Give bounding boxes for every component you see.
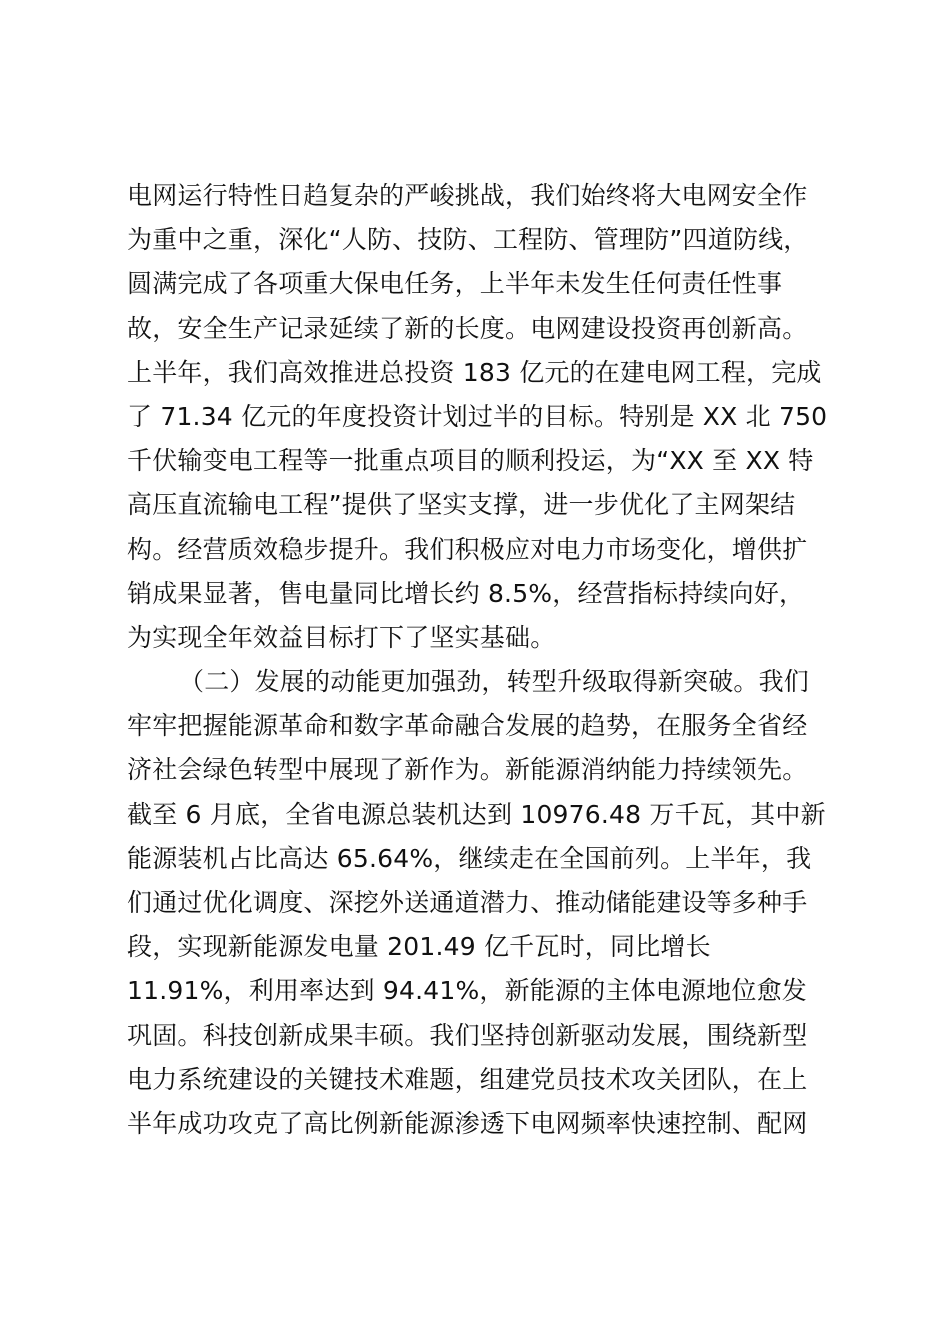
text-line: 了 71.34 亿元的年度投资计划过半的目标。特别是 XX 北 750: [127, 401, 828, 431]
text-line: 构。经营质效稳步提升。我们积极应对电力市场变化，增供扩: [127, 534, 808, 564]
text-line: 牢牢把握能源革命和数字革命融合发展的趋势，在服务全省经: [127, 711, 808, 741]
text-line: 段，实现新能源发电量 201.49 亿千瓦时，同比增长: [127, 932, 711, 962]
text-line: 高压直流输电工程”提供了坚实支撑，进一步优化了主网架结: [127, 490, 796, 520]
text-line: 电力系统建设的关键技术难题，组建党员技术攻关团队，在上: [127, 1064, 808, 1094]
text-line: 为重中之重，深化“人防、技防、工程防、管理防”四道防线，: [127, 225, 809, 255]
section-heading-line: （二）发展的动能更加强劲，转型升级取得新突破。我们: [179, 667, 810, 697]
body-text: [127, 174, 827, 1146]
text-line: 济社会绿色转型中展现了新作为。新能源消纳能力持续领先。: [127, 755, 808, 785]
text-line: 销成果显著，售电量同比增长约 8.5%，经营指标持续向好，: [127, 578, 805, 608]
text-line: 11.91%，利用率达到 94.41%，新能源的主体电源地位愈发: [127, 976, 807, 1006]
text-line: 们通过优化调度、深挖外送通道潜力、推动储能建设等多种手: [127, 888, 808, 917]
text-line: 故，安全生产记录延续了新的长度。电网建设投资再创新高。: [127, 313, 808, 343]
text-line: 圆满完成了各项重大保电任务，上半年未发生任何责任性事: [127, 269, 783, 299]
text-line: 巩固。科技创新成果丰硕。我们坚持创新驱动发展，围绕新型: [127, 1020, 808, 1050]
text-line: 能源装机占比高达 65.64%，继续走在全国前列。上半年，我: [127, 843, 812, 873]
text-line: 半年成功攻克了高比例新能源渗透下电网频率快速控制、配网: [127, 1108, 808, 1138]
text-line: 千伏输变电工程等一批重点项目的顺利投运，为“XX 至 XX 特: [127, 446, 814, 476]
text-line: 上半年，我们高效推进总投资 183 亿元的在建电网工程，完成: [127, 357, 822, 387]
text-line: 电网运行特性日趋复杂的严峻挑战，我们始终将大电网安全作: [127, 181, 808, 210]
text-line: 为实现全年效益目标打下了坚实基础。: [127, 622, 556, 652]
text-line: 截至 6 月底，全省电源总装机达到 10976.48 万千瓦，其中新: [127, 799, 826, 829]
